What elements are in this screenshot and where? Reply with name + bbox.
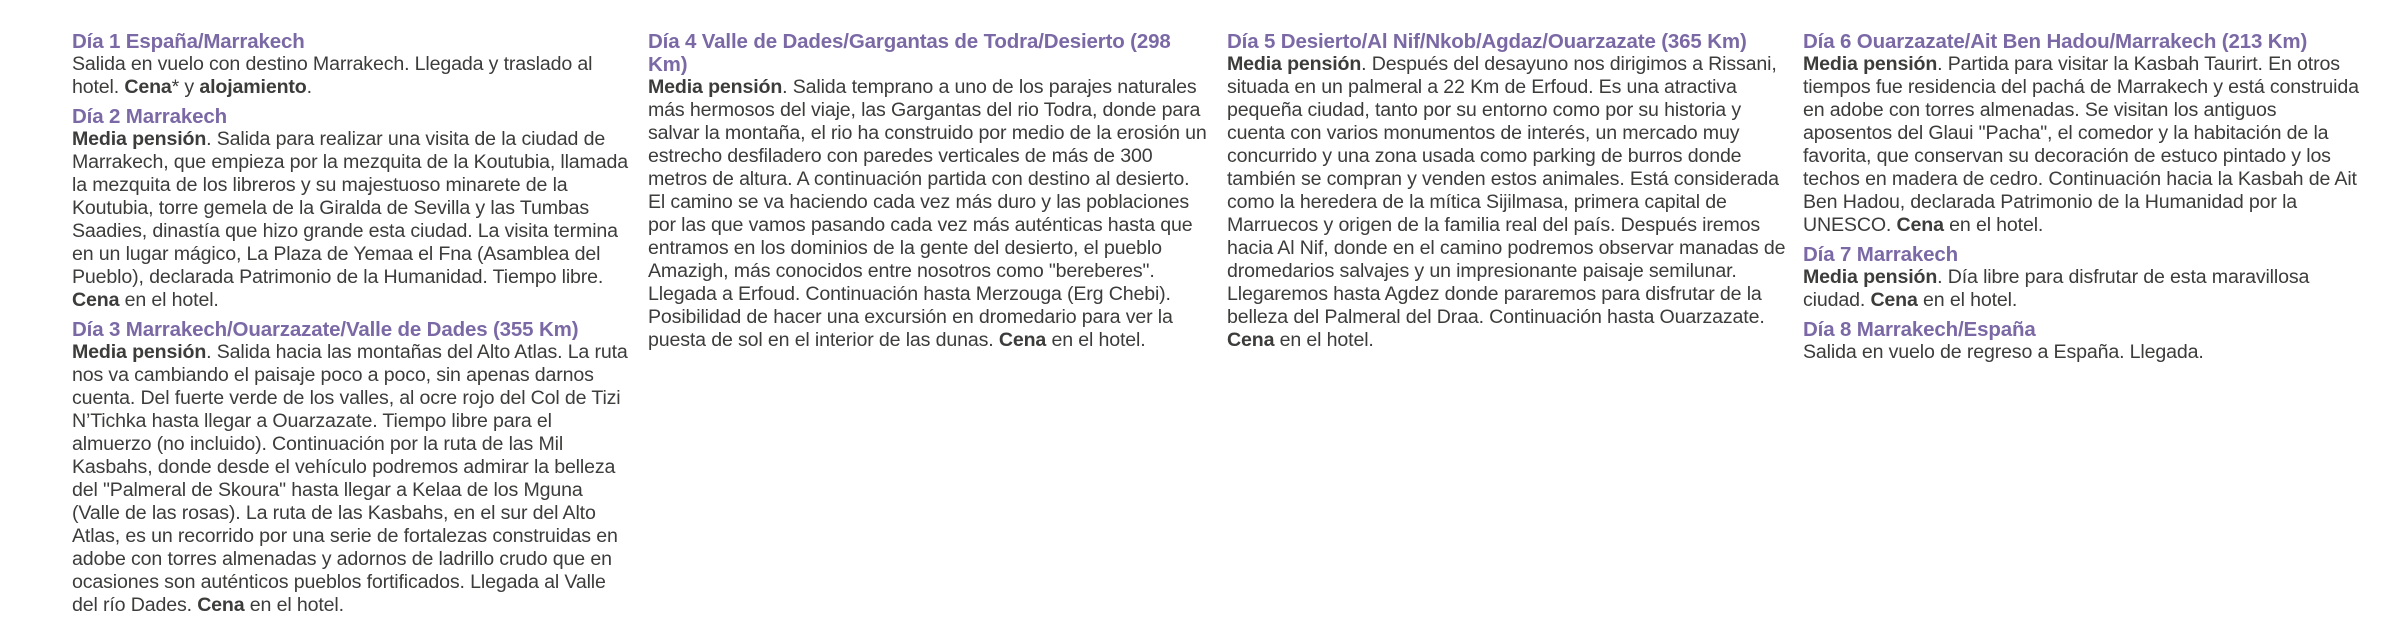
day-4-title: Día 4 Valle de Dades/Gargantas de Todra/Desierto (298 Km) — [648, 30, 1171, 76]
day-3-text: Media pensión. Salida hacia las montañas del Alto Atlas. La ruta nos va cambiando el paisaje poco a poco, sin apenas darnos cuenta. Del fuerte verde de los valles, al ocre rojo del Col de Tizi N’Tichka hasta llegar a Ouarzazate. Tiempo libre para el almuerzo (no incluido). Continuación por la ruta de las Mil Kasbahs, donde desde el vehículo podremos admirar la belleza del "Palmeral de Skoura" hasta llegar a Kelaa de los Mguna (Valle de las rosas). La ruta de las Kasbahs, en el sur del Alto Atlas, es un recorrido por una serie de fortalezas construidas en adobe con torres almenadas y adornos de ladrillo crudo que en ocasiones son auténticos pueblos fortificados. Llegada al Valle del río Dades. Cena en el hotel. — [72, 341, 628, 616]
day-7-text: Media pensión. Día libre para disfrutar de esta maravillosa ciudad. Cena en el hotel. — [1803, 266, 2310, 311]
day-1-text: Salida en vuelo con destino Marrakech. Llegada y traslado al hotel. Cena* y alojamiento. — [72, 53, 593, 98]
day-2-title: Día 2 Marrakech — [72, 105, 228, 128]
column-4 — [1803, 30, 2363, 370]
day-8-title: Día 8 Marrakech/España — [1803, 318, 2036, 341]
day-5-text: Media pensión. Después del desayuno nos dirigimos a Rissani, situada en un palmeral a 22 Km de Erfoud. Es una atractiva pequeña ciudad, tanto por su entorno como por su historia y cuenta con varios monumentos de interés, un mercado muy concurrido y una zona usada como parking de burros donde también se compran y venden estos animales. Está considerada como la heredera de la mítica Sijilmasa, primera capital de Marruecos y origen de la familia real del país. Después iremos hacia Al Nif, donde en el camino podremos observar manadas de dromedarios salvajes y un impresionante paisaje semilunar. Llegaremos hasta Agdez donde pararemos para disfrutar de la belleza del Palmeral del Draa. Continuación hasta Ouarzazate. Cena en el hotel. — [1227, 53, 1786, 351]
column-1 — [72, 30, 632, 623]
column-3 — [1227, 30, 1787, 358]
column-2 — [648, 30, 1208, 358]
day-1-title: Día 1 España/Marrakech — [72, 30, 305, 53]
day-7-title: Día 7 Marrakech — [1803, 243, 1959, 266]
day-8-text: Salida en vuelo de regreso a España. Llegada. — [1803, 341, 2204, 363]
day-3-title: Día 3 Marrakech/Ouarzazate/Valle de Dades (355 Km) — [72, 318, 579, 341]
day-6-title: Día 6 Ouarzazate/Ait Ben Hadou/Marrakech (213 Km) — [1803, 30, 2308, 53]
day-2-text: Media pensión. Salida para realizar una visita de la ciudad de Marrakech, que empieza por la mezquita de la Koutubia, llamada la mezquita de los libreros y su majestuoso minarete de la Koutubia, torre gemela de la Giralda de Sevilla y las Tumbas Saadies, dinastía que hizo grande esta ciudad. La visita termina en un lugar mágico, La Plaza de Yemaa el Fna (Asamblea del Pueblo), declarada Patrimonio de la Humanidad. Tiempo libre. Cena en el hotel. — [72, 128, 628, 311]
day-5-title: Día 5 Desierto/Al Nif/Nkob/Agdaz/Ouarzazate (365 Km) — [1227, 30, 1747, 53]
day-4-text: Media pensión. Salida temprano a uno de los parajes naturales más hermosos del viaje, las Gargantas del rio Todra, donde para salvar la montaña, el rio ha construido por medio de la erosión un estrecho desfiladero con paredes verticales de más de 300 metros de altura. A continuación partida con destino al desierto. El camino se va haciendo cada vez más duro y las poblaciones por las que vamos pasando cada vez más auténticas hasta que entramos en los dominios de la gente del desierto, el pueblo Amazigh, más conocidos entre nosotros como "bereberes". Llegada a Erfoud. Continuación hasta Merzouga (Erg Chebi). Posibilidad de hacer una excursión en dromedario para ver la puesta de sol en el interior de las dunas. Cena en el hotel. — [648, 76, 1207, 351]
day-6-text: Media pensión. Partida para visitar la Kasbah Taurirt. En otros tiempos fue residencia del pachá de Marrakech y está construida en adobe con torres almenadas. Se visitan los antiguos aposentos del Glaui "Pacha", el comedor y la habitación de la favorita, que conservan su decoración de estuco pintado y los techos en madera de cedro. Continuación hacia la Kasbah de Ait Ben Hadou, declarada Patrimonio de la Humanidad por la UNESCO. Cena en el hotel. — [1803, 53, 2359, 236]
